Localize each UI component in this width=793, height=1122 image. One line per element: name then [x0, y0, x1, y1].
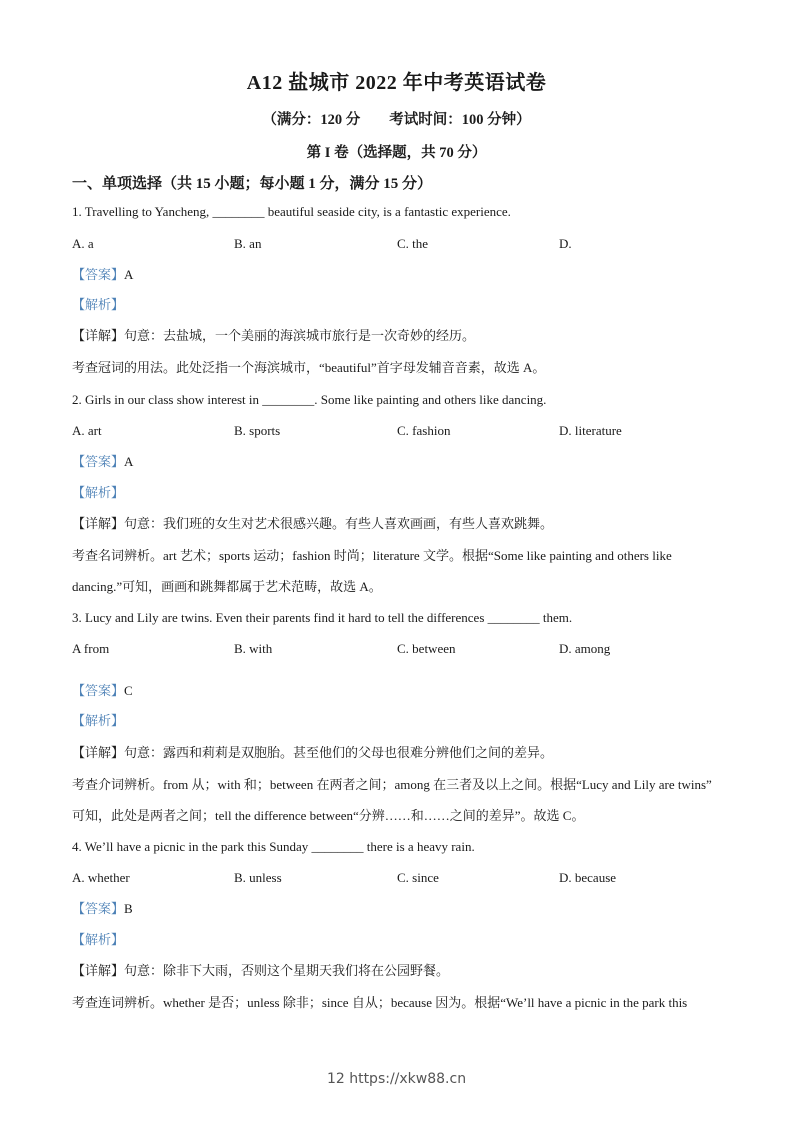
volume-heading: 第 I 卷（选择题，共 70 分） — [306, 145, 487, 161]
question-3-detail: 【详解】句意：露西和莉莉是双胞胎。甚至他们的父母也很难分辨他们之间的差异。 — [72, 745, 554, 760]
detail-label: 【详解】 — [72, 516, 125, 531]
question-1-explanation: 考查冠词的用法。此处泛指一个海滨城市，“beautiful”首字母发辅音音素，故选 A。 — [72, 360, 546, 375]
answer-label: 【答案】 — [72, 267, 125, 282]
section-heading: 一、单项选择（共 15 小题；每小题 1 分，满分 15 分） — [72, 176, 433, 192]
option-d: D. among — [559, 641, 611, 656]
question-4-answer — [72, 901, 133, 917]
answer-value: A — [124, 454, 134, 469]
question-4-detail: 【详解】句意：除非下大雨，否则这个星期天我们将在公园野餐。 — [72, 963, 450, 978]
option-c: C. the — [397, 236, 429, 251]
question-3-stem: 3. Lucy and Lily are twins. Even their parents find it hard to tell the differences ________ them. — [72, 610, 573, 625]
question-3-options — [72, 641, 752, 657]
analysis-label: 【解析】 — [72, 297, 125, 312]
answer-value: B — [124, 901, 133, 916]
question-1-stem: 1. Travelling to Yancheng, ________ beautiful seaside city, is a fantastic experience. — [72, 204, 511, 219]
option-c: C. since — [397, 870, 439, 885]
question-2-detail: 【详解】句意：我们班的女生对艺术很感兴趣。有些人喜欢画画，有些人喜欢跳舞。 — [72, 516, 554, 531]
option-b: B. with — [234, 641, 273, 656]
question-4-explanation-1: 考查连词辨析。whether 是否；unless 除非；since 自从；because 因为。根据“We’ll have a picnic in the park this — [72, 995, 688, 1010]
option-a: A. a — [72, 236, 94, 251]
question-4-options — [72, 870, 752, 886]
option-b: B. unless — [234, 870, 282, 885]
analysis-label: 【解析】 — [72, 713, 125, 728]
detail-label: 【详解】 — [72, 745, 125, 760]
option-d: D. because — [559, 870, 617, 885]
question-2-explanation-1: 考查名词辨析。art 艺术；sports 运动；fashion 时尚；literature 文学。根据“Some like painting and others like — [72, 548, 672, 563]
question-2-options — [72, 423, 752, 439]
question-2-stem: 2. Girls in our class show interest in ________. Some like painting and others like dancing. — [72, 392, 547, 407]
question-1-detail: 【详解】句意：去盐城，一个美丽的海滨城市旅行是一次奇妙的经历。 — [72, 328, 476, 343]
analysis-label: 【解析】 — [72, 485, 125, 500]
option-b: B. sports — [234, 423, 281, 438]
option-c: C. fashion — [397, 423, 451, 438]
page-footer: 12 https://xkw88.cn — [326, 1071, 467, 1087]
option-a: A. art — [72, 423, 102, 438]
detail-label: 【详解】 — [72, 963, 125, 978]
question-2-explanation-2: dancing.”可知，画画和跳舞都属于艺术范畴，故选 A。 — [72, 579, 382, 594]
score-info: （满分：120 分 考试时间：100 分钟） — [262, 112, 531, 128]
option-a: A from — [72, 641, 110, 656]
question-3-explanation-2: 可知，此处是两者之间；tell the difference between“分辨……和……之间的差异”。故选 C。 — [72, 808, 585, 823]
detail-label: 【详解】 — [72, 328, 125, 343]
answer-label: 【答案】 — [72, 454, 125, 469]
question-1-options — [72, 236, 752, 252]
question-3-answer — [72, 683, 133, 699]
option-d: D. literature — [559, 423, 622, 438]
option-a: A. whether — [72, 870, 130, 885]
page-title: A12 盐城市 2022 年中考英语试卷 — [246, 72, 547, 94]
option-d: D. — [559, 236, 572, 251]
question-1-answer — [72, 267, 133, 283]
option-c: C. between — [397, 641, 456, 656]
option-b: B. an — [234, 236, 262, 251]
answer-label: 【答案】 — [72, 901, 125, 916]
analysis-label: 【解析】 — [72, 932, 125, 947]
question-4-stem: 4. We’ll have a picnic in the park this Sunday ________ there is a heavy rain. — [72, 839, 475, 854]
answer-value: C — [124, 683, 133, 698]
question-2-answer — [72, 454, 133, 470]
answer-value: A — [124, 267, 134, 282]
question-3-explanation-1: 考查介词辨析。from 从；with 和；between 在两者之间；among 在三者及以上之间。根据“Lucy and Lily are twins” — [72, 777, 712, 792]
answer-label: 【答案】 — [72, 683, 125, 698]
